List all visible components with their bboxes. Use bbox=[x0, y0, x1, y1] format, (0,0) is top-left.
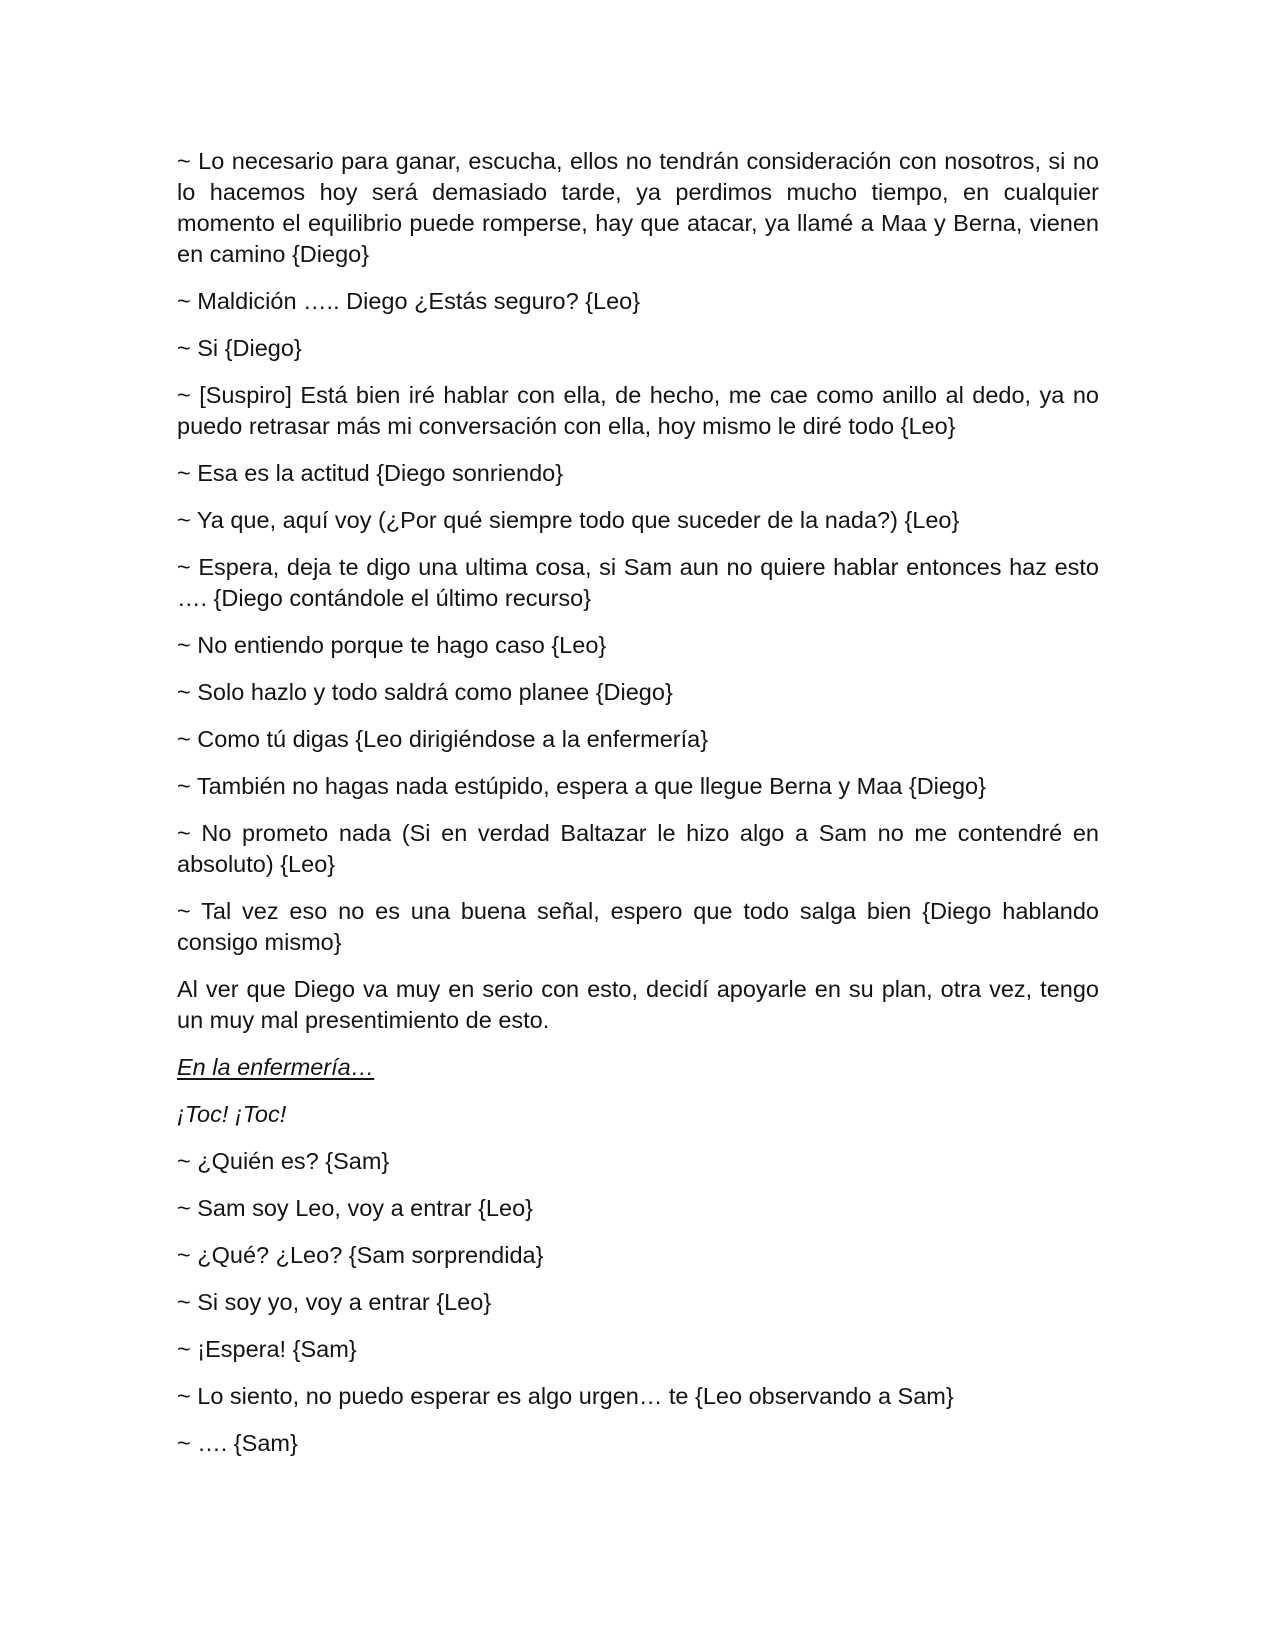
dialogue-paragraph: ~ Esa es la actitud {Diego sonriendo} bbox=[177, 460, 564, 486]
narration-paragraph: Al ver que Diego va muy en serio con esto, decidí apoyarle en su plan, otra vez, tengo un muy mal presentimiento de esto. bbox=[177, 976, 1099, 1033]
dialogue-paragraph: ~ Lo necesario para ganar, escucha, ellos no tendrán consideración con nosotros, si no lo hacemos hoy será demasiado tarde, ya perdimos mucho tiempo, en cualquier momento el equilibrio puede romperse, hay que atacar, ya llamé a Maa y Berna, vienen en camino {Diego} bbox=[177, 148, 1099, 267]
scene-heading: En la enfermería… bbox=[177, 1054, 375, 1080]
dialogue-paragraph: ~ Si {Diego} bbox=[177, 335, 302, 361]
dialogue-paragraph: ~ Maldición ….. Diego ¿Estás seguro? {Leo} bbox=[177, 288, 641, 314]
dialogue-paragraph: ~ Sam soy Leo, voy a entrar {Leo} bbox=[177, 1195, 533, 1221]
dialogue-paragraph: ~ Si soy yo, voy a entrar {Leo} bbox=[177, 1289, 492, 1315]
dialogue-paragraph: ~ Tal vez eso no es una buena señal, espero que todo salga bien {Diego hablando consigo mismo} bbox=[177, 898, 1099, 955]
document-page bbox=[177, 146, 1099, 1475]
sound-effect: ¡Toc! ¡Toc! bbox=[177, 1101, 287, 1127]
dialogue-paragraph: ~ ¡Espera! {Sam} bbox=[177, 1336, 357, 1362]
dialogue-paragraph: ~ ¿Qué? ¿Leo? {Sam sorprendida} bbox=[177, 1242, 544, 1268]
dialogue-paragraph: ~ [Suspiro] Está bien iré hablar con ella, de hecho, me cae como anillo al dedo, ya no puedo retrasar más mi conversación con ella, hoy mismo le diré todo {Leo} bbox=[177, 382, 1099, 439]
dialogue-paragraph: ~ No entiendo porque te hago caso {Leo} bbox=[177, 632, 607, 658]
dialogue-paragraph: ~ No prometo nada (Si en verdad Baltazar le hizo algo a Sam no me contendré en absoluto) {Leo} bbox=[177, 820, 1099, 877]
dialogue-paragraph: ~ …. {Sam} bbox=[177, 1430, 298, 1456]
dialogue-paragraph: ~ Espera, deja te digo una ultima cosa, si Sam aun no quiere hablar entonces haz esto …. {Diego contándole el último recurso} bbox=[177, 554, 1099, 611]
dialogue-paragraph: ~ Solo hazlo y todo saldrá como planee {Diego} bbox=[177, 679, 673, 705]
dialogue-paragraph: ~ Como tú digas {Leo dirigiéndose a la enfermería} bbox=[177, 726, 709, 752]
dialogue-paragraph: ~ También no hagas nada estúpido, espera a que llegue Berna y Maa {Diego} bbox=[177, 773, 986, 799]
dialogue-paragraph: ~ Ya que, aquí voy (¿Por qué siempre todo que suceder de la nada?) {Leo} bbox=[177, 507, 960, 533]
dialogue-paragraph: ~ Lo siento, no puedo esperar es algo urgen… te {Leo observando a Sam} bbox=[177, 1383, 954, 1409]
dialogue-paragraph: ~ ¿Quién es? {Sam} bbox=[177, 1148, 390, 1174]
